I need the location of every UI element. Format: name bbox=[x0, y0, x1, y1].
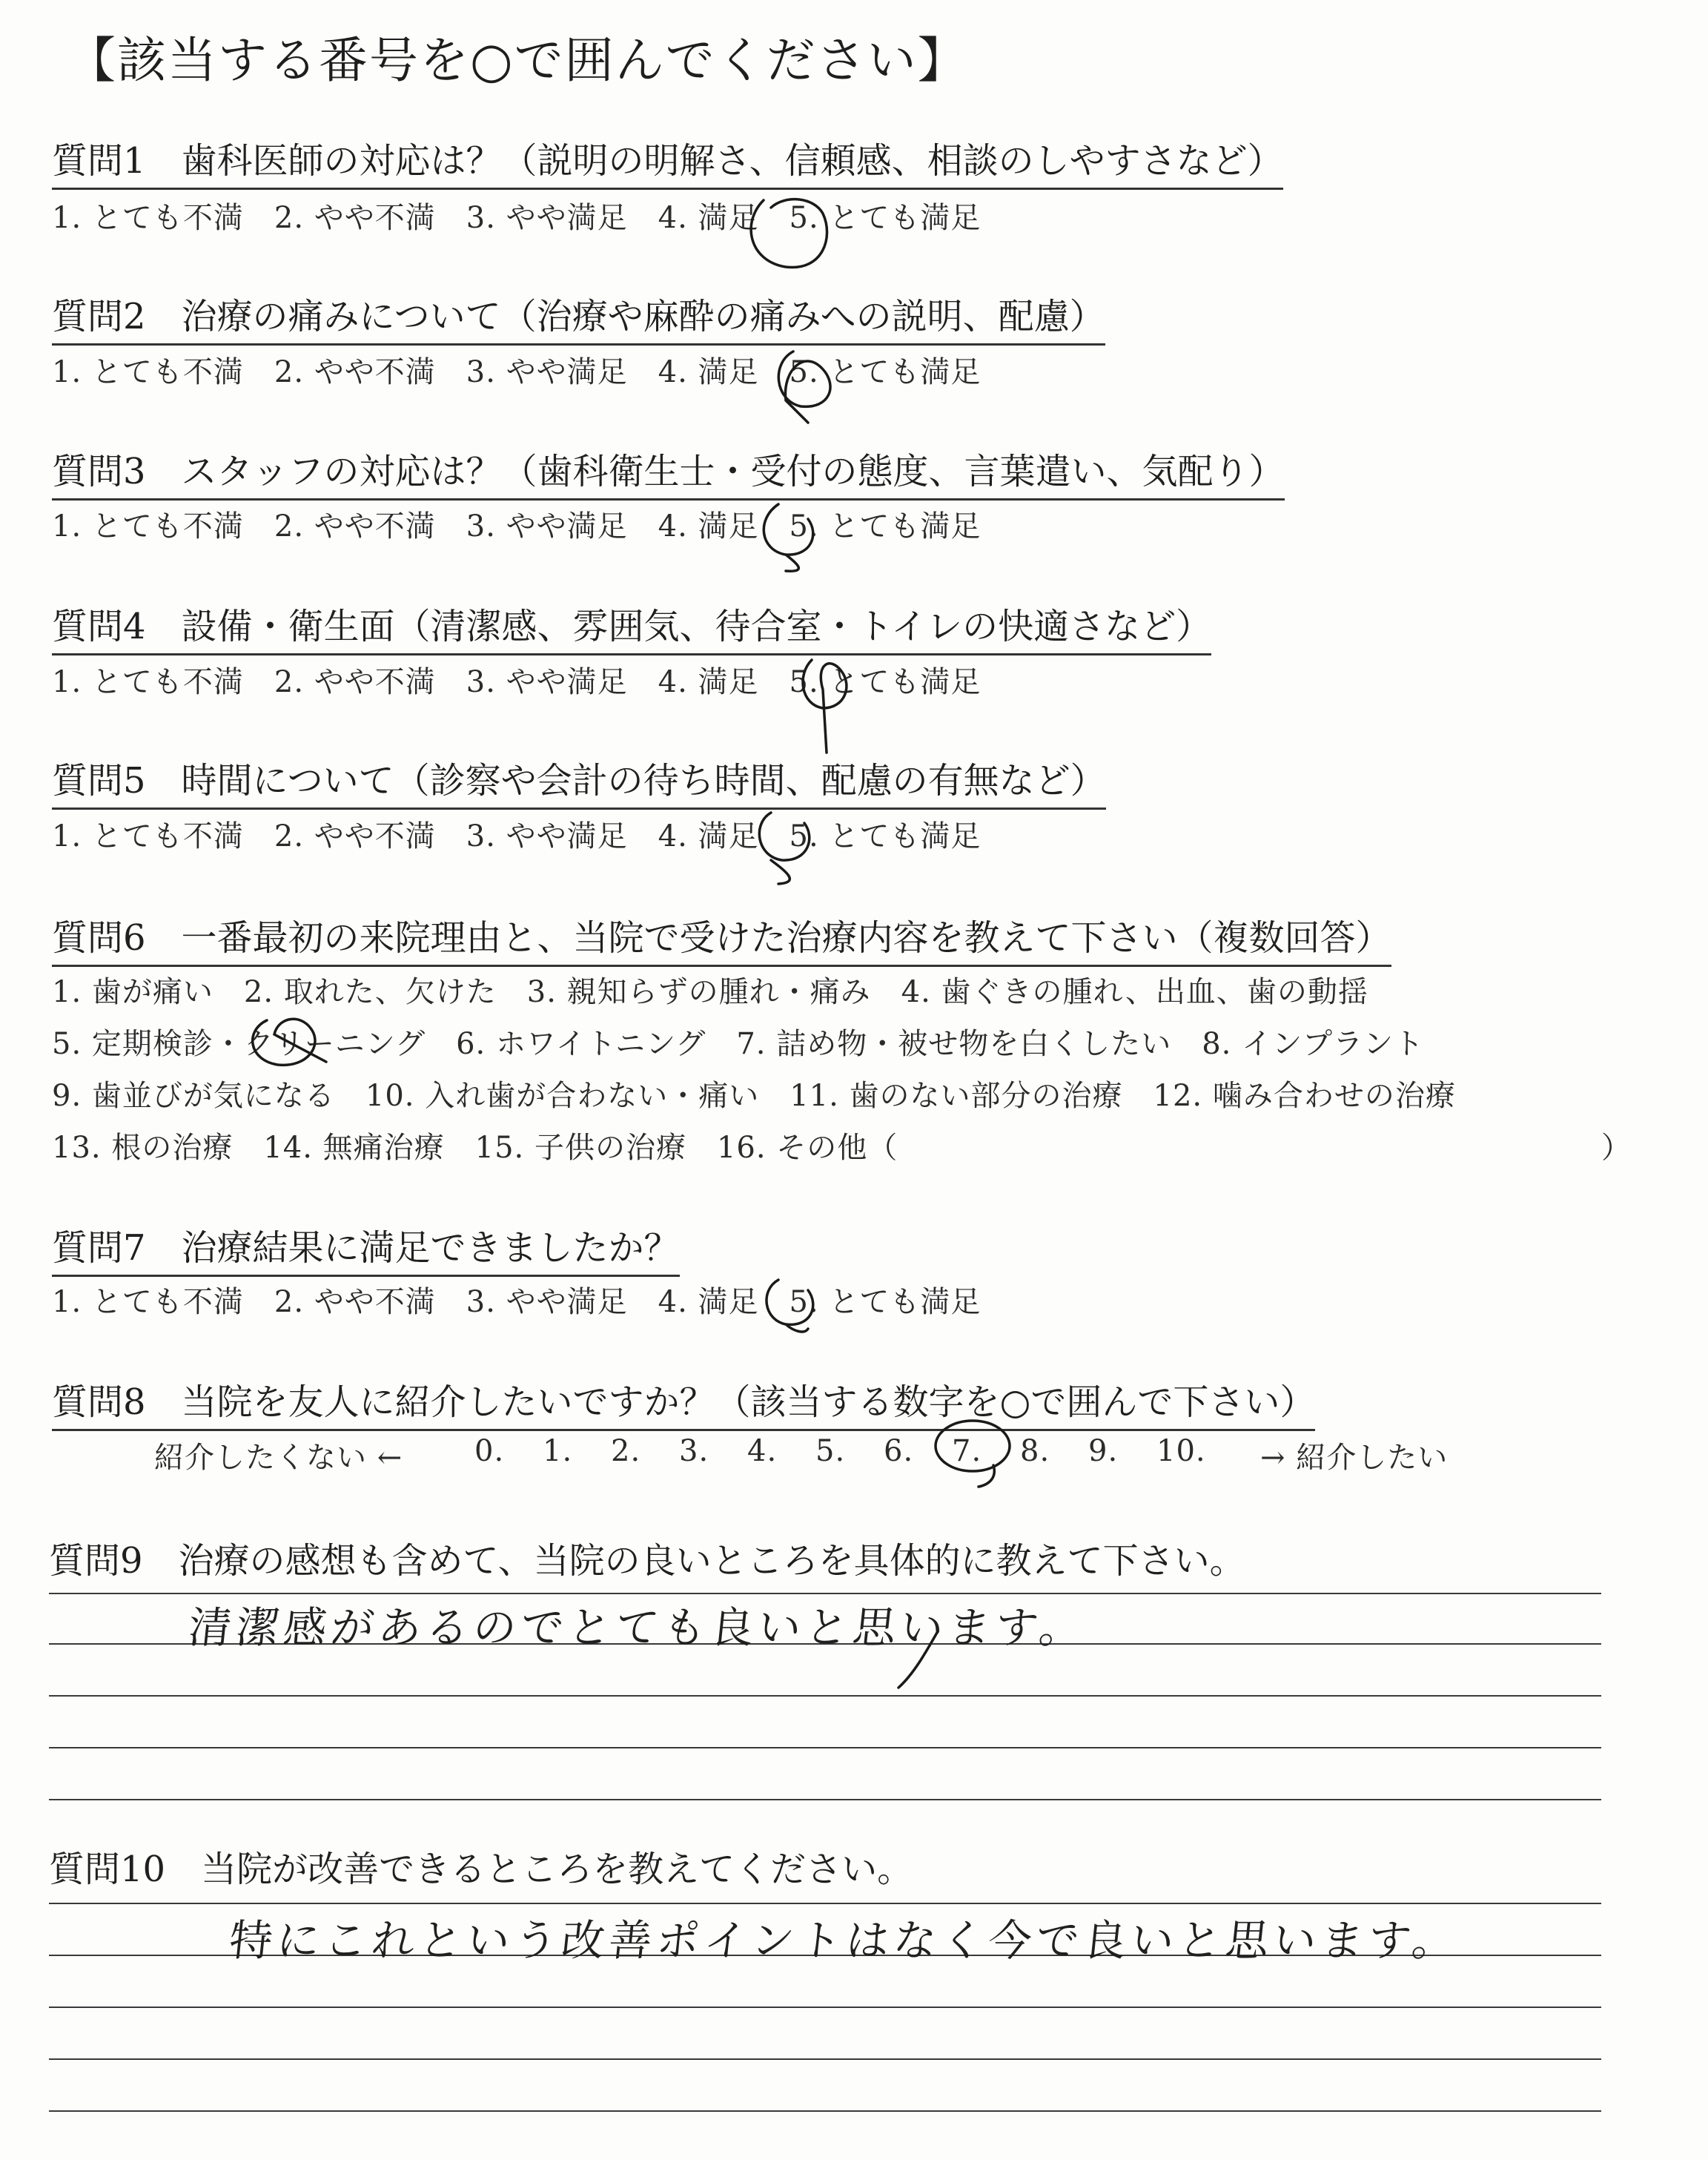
question-1-label: 質問1 歯科医師の対応は？（説明の明解さ、信頼感、相談のしやすさなど） bbox=[52, 132, 1283, 190]
question-4-options[interactable]: 1. とても不満 2. やや不満 3. やや満足 4. 満足 5. とても満足 bbox=[52, 665, 982, 699]
question-7-options[interactable]: 1. とても不満 2. やや不満 3. やや満足 4. 満足 5. とても満足 bbox=[52, 1285, 982, 1319]
question-9-label: 質問9 治療の感想も含めて、当院の良いところを具体的に教えて下さい。 bbox=[49, 1540, 1245, 1582]
selection-circle-q2 bbox=[778, 351, 830, 423]
question-6-option-row-3[interactable]: 9. 歯並びが気になる 10. 入れ歯が合わない・痛い 11. 歯のない部分の治療 12. 噛み合わせの治療 bbox=[52, 1079, 1456, 1113]
selection-circle-q7 bbox=[767, 1280, 813, 1332]
scale-value[interactable]: 0. bbox=[474, 1434, 505, 1468]
question-8-scale-right: → 紹介したい bbox=[1260, 1441, 1449, 1475]
question-2-label: 質問2 治療の痛みについて（治療や麻酔の痛みへの説明、配慮） bbox=[52, 288, 1105, 346]
question-6-other-close: ） bbox=[1601, 1131, 1632, 1165]
question-5-options[interactable]: 1. とても不満 2. やや不満 3. やや満足 4. 満足 5. とても満足 bbox=[52, 819, 982, 853]
selection-circle-q6-option-5 bbox=[253, 1019, 326, 1065]
question-6-option-row-4[interactable]: 13. 根の治療 14. 無痛治療 15. 子供の治療 16. その他（ bbox=[52, 1131, 898, 1165]
scale-value[interactable]: 1. bbox=[543, 1434, 573, 1468]
scale-value[interactable]: 2. bbox=[611, 1434, 641, 1468]
selection-circle-q1 bbox=[751, 199, 827, 268]
scale-value[interactable]: 8. bbox=[1020, 1434, 1050, 1468]
question-8-scale-left: 紹介したくない ← bbox=[154, 1441, 403, 1475]
question-7-label: 質問7 治療結果に満足できましたか？ bbox=[52, 1219, 680, 1277]
question-2-options[interactable]: 1. とても不満 2. やや不満 3. やや満足 4. 満足 5. とても満足 bbox=[52, 355, 982, 389]
selection-circle-q4 bbox=[803, 660, 847, 753]
question-10-label: 質問10 当院が改善できるところを教えてください。 bbox=[49, 1849, 913, 1890]
scale-value[interactable]: 10. bbox=[1156, 1434, 1206, 1468]
scale-value[interactable]: 7. bbox=[952, 1434, 982, 1468]
selection-circle-q8 bbox=[936, 1421, 1010, 1471]
selection-circle-q5 bbox=[759, 813, 809, 884]
question-4-label: 質問4 設備・衛生面（清潔感、雰囲気、待合室・トイレの快適さなど） bbox=[52, 598, 1211, 655]
scale-value[interactable]: 4. bbox=[747, 1434, 778, 1468]
question-6-option-row-1[interactable]: 1. 歯が痛い 2. 取れた、欠けた 3. 親知らずの腫れ・痛み 4. 歯ぐきの腫れ、出血、歯の動揺 bbox=[52, 975, 1368, 1009]
question-6-label: 質問6 一番最初の来院理由と、当院で受けた治療内容を教えて下さい（複数回答） bbox=[52, 909, 1391, 967]
question-6-option-row-2[interactable]: 5. 定期検診・クリーニング 6. ホワイトニング 7. 詰め物・被せ物を白くしたい 8. インプラント bbox=[52, 1027, 1425, 1061]
scale-value[interactable]: 3. bbox=[679, 1434, 709, 1468]
selection-circle-q3 bbox=[764, 504, 812, 571]
question-5-label: 質問5 時間について（診察や会計の待ち時間、配慮の有無など） bbox=[52, 752, 1106, 810]
scale-value[interactable]: 9. bbox=[1088, 1434, 1119, 1468]
q9-answer-stroke bbox=[898, 1631, 938, 1688]
question-8-label: 質問8 当院を友人に紹介したいですか？（該当する数字を○で囲んで下さい） bbox=[52, 1373, 1315, 1431]
scale-value[interactable]: 6. bbox=[884, 1434, 914, 1468]
question-9-answer[interactable]: 清潔感があるのでとても良いと思います。 bbox=[185, 1602, 1090, 1653]
question-3-options[interactable]: 1. とても不満 2. やや不満 3. やや満足 4. 満足 5. とても満足 bbox=[52, 509, 982, 544]
question-1-options[interactable]: 1. とても不満 2. やや不満 3. やや満足 4. 満足 5. とても満足 bbox=[52, 201, 982, 235]
question-3-label: 質問3 スタッフの対応は？（歯科衛生士・受付の態度、言葉遣い、気配り） bbox=[52, 443, 1285, 501]
scale-value[interactable]: 5. bbox=[815, 1434, 846, 1468]
page-title: 【該当する番号を○で囲んでください】 bbox=[67, 32, 968, 89]
question-10-answer[interactable]: 特にこれという改善ポイントはなく今で良いと思います。 bbox=[226, 1915, 1463, 1966]
